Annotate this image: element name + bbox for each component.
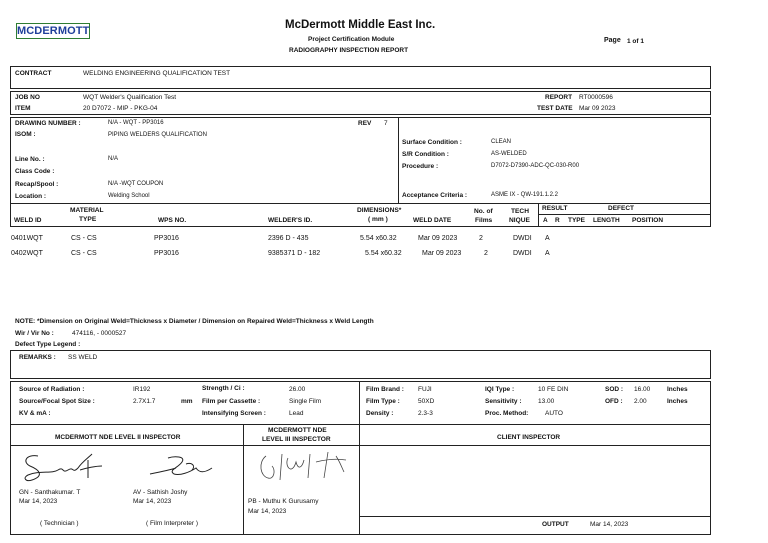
level3-signature <box>254 448 354 488</box>
spot-label: Source/Focal Spot Size : <box>19 398 95 405</box>
col-position: POSITION <box>632 217 664 224</box>
film-brand-label: Film Brand : <box>366 386 404 393</box>
row-dims: 5.54 x60.32 <box>365 250 402 257</box>
film-cassette-label: Film per Cassette : <box>202 398 261 405</box>
page-value: 1 of 1 <box>627 38 644 45</box>
recap-label: Recap/Spool : <box>15 181 59 188</box>
film-type-label: Film Type : <box>366 398 400 405</box>
density-label: Density : <box>366 410 394 417</box>
contract-label: CONTRACT <box>15 70 52 77</box>
col-length: LENGTH <box>593 217 620 224</box>
col-wps: WPS NO. <box>158 217 187 224</box>
col-result: RESULT <box>542 205 568 212</box>
density-value: 2.3-3 <box>418 410 433 417</box>
iqi-value: 10 FE DIN <box>538 386 569 393</box>
job-no-value: WQT Welder's Qualification Test <box>83 94 176 101</box>
wir-label: Wir / Vir No : <box>15 330 54 337</box>
rev-value: 7 <box>384 120 388 127</box>
procedure-value: D7072-D7390-ADC-QC-030-R00 <box>491 163 580 169</box>
technician-date: Mar 14, 2023 <box>19 498 58 505</box>
film-type-value: 50XD <box>418 398 435 405</box>
interpreter-role: ( Film Interpreter ) <box>146 520 199 527</box>
isom-value: PIPING WELDERS QUALIFICATION <box>108 132 207 138</box>
col-films-1: No. of <box>474 208 493 215</box>
row-dims: 5.54 x60.32 <box>360 235 397 242</box>
row-wps: PP3016 <box>154 250 179 257</box>
row-technique: DWDI <box>513 235 532 242</box>
row-material: CS - CS <box>71 235 97 242</box>
line-no-value: N/A <box>108 156 119 162</box>
sensitivity-value: 13.00 <box>538 398 555 405</box>
col-weld-date: WELD DATE <box>413 217 452 224</box>
col-tech-2: NIQUE <box>509 217 530 224</box>
row-weld-id: 0401WQT <box>11 235 43 242</box>
dimension-note: NOTE: *Dimension on Original Weld=Thickness x Diameter / Dimension on Repaired Weld=Thickness x Weld Length <box>15 318 374 325</box>
film-brand-value: FUJI <box>418 386 432 393</box>
test-date-label: TEST DATE <box>537 105 573 112</box>
row-result: A <box>545 250 550 257</box>
kv-label: KV & mA : <box>19 410 51 417</box>
ofd-value: 2.00 <box>634 398 647 405</box>
remarks-box <box>10 350 711 379</box>
spot-value: 2.7X1.7 <box>133 398 156 405</box>
page-label: Page <box>604 37 621 44</box>
technician-name: GN - Santhakumar. T <box>19 489 81 496</box>
screen-value: Lead <box>289 410 304 417</box>
report-title: RADIOGRAPHY INSPECTION REPORT <box>289 47 409 54</box>
sr-label: S/R Condition : <box>402 151 449 158</box>
row-material: CS - CS <box>71 250 97 257</box>
item-label: ITEM <box>15 105 31 112</box>
interpreter-name: AV - Sathish Joshy <box>133 489 188 496</box>
sr-value: AS-WELDED <box>491 151 527 157</box>
level3-header-2: LEVEL III INSPECTOR <box>262 436 331 443</box>
ofd-unit: Inches <box>667 398 688 405</box>
interpreter-signature <box>146 452 216 482</box>
sod-label: SOD : <box>605 386 624 393</box>
line-no-label: Line No. : <box>15 156 45 163</box>
client-header: CLIENT INSPECTOR <box>497 434 561 441</box>
row-result: A <box>545 235 550 242</box>
col-material-1: MATERIAL <box>70 207 104 214</box>
row-welder: 2396 D - 435 <box>268 235 309 242</box>
level3-name: PB - Muthu K Gurusamy <box>248 498 319 505</box>
spot-unit: mm <box>181 398 193 405</box>
class-code-label: Class Code : <box>15 168 55 175</box>
module-name: Project Certification Module <box>308 36 395 43</box>
film-cassette-value: Single Film <box>289 398 322 405</box>
level3-header-1: MCDERMOTT NDE <box>268 427 327 434</box>
col-a: A <box>543 217 548 224</box>
wir-value: 474116, - 0000527 <box>72 330 127 337</box>
proc-method-label: Proc. Method: <box>485 410 529 417</box>
remarks-label: REMARKS : <box>19 354 56 361</box>
strength-label: Strength / Ci : <box>202 385 245 392</box>
row-films: 2 <box>484 250 488 257</box>
acceptance-value: ASME IX - QW-191.1.2.2 <box>491 192 558 198</box>
company-logo: MCDERMOTT <box>17 25 90 37</box>
level3-date: Mar 14, 2023 <box>248 508 287 515</box>
strength-value: 26.00 <box>289 386 306 393</box>
item-value: 20 D7072 - MIP - PKG-04 <box>83 105 158 112</box>
remarks-value: SS WELD <box>68 354 98 361</box>
col-material-2: TYPE <box>79 216 97 223</box>
isom-label: ISOM : <box>15 131 36 138</box>
drawing-number-label: DRAWING NUMBER : <box>15 120 81 127</box>
sod-unit: Inches <box>667 386 688 393</box>
contract-value: WELDING ENGINEERING QUALIFICATION TEST <box>83 70 231 77</box>
screen-label: Intensifying Screen : <box>202 410 266 417</box>
level2-header: MCDERMOTT NDE LEVEL II INSPECTOR <box>55 434 181 441</box>
report-label: REPORT <box>545 94 573 101</box>
col-type: TYPE <box>568 217 585 224</box>
drawing-number-value: N/A - WQT - PP3016 <box>108 120 164 126</box>
row-weld-date: Mar 09 2023 <box>422 250 462 257</box>
procedure-label: Procedure : <box>402 163 439 170</box>
row-weld-date: Mar 09 2023 <box>418 235 458 242</box>
location-label: Location : <box>15 193 47 200</box>
row-films: 2 <box>479 235 483 242</box>
col-defect: DEFECT <box>608 205 634 212</box>
location-value: Welding School <box>108 193 150 199</box>
technician-role: ( Technician ) <box>40 520 79 527</box>
technician-signature <box>18 448 108 486</box>
col-dim-1: DIMENSIONS* <box>357 207 402 214</box>
output-date: Mar 14, 2023 <box>590 521 629 528</box>
source-label: Source of Radiation : <box>19 386 85 393</box>
ofd-label: OFD : <box>605 398 623 405</box>
proc-method-value: AUTO <box>545 410 563 417</box>
defect-legend-label: Defect Type Legend : <box>15 341 81 348</box>
acceptance-label: Acceptance Criteria : <box>402 192 468 199</box>
sod-value: 16.00 <box>634 386 651 393</box>
row-welder: 9385371 D - 182 <box>268 250 321 257</box>
interpreter-date: Mar 14, 2023 <box>133 498 172 505</box>
col-tech-1: TECH <box>511 208 529 215</box>
col-dim-2: ( mm ) <box>368 216 388 223</box>
test-date-value: Mar 09 2023 <box>579 105 616 112</box>
sensitivity-label: Sensitivity : <box>485 398 522 405</box>
iqi-label: IQI Type : <box>485 386 515 393</box>
report-value: RT0000596 <box>579 94 613 101</box>
col-films-2: Films <box>475 217 493 224</box>
source-value: IR192 <box>133 386 151 393</box>
job-no-label: JOB NO <box>15 94 40 101</box>
company-name: McDermott Middle East Inc. <box>285 19 436 31</box>
recap-value: N/A -WQT COUPON <box>108 181 164 187</box>
rev-label: REV <box>358 120 372 127</box>
col-r: R <box>555 217 560 224</box>
surface-label: Surface Condition : <box>402 139 462 146</box>
row-wps: PP3016 <box>154 235 179 242</box>
col-welder: WELDER'S ID. <box>268 217 313 224</box>
output-label: OUTPUT <box>542 521 569 528</box>
surface-value: CLEAN <box>491 139 512 145</box>
row-weld-id: 0402WQT <box>11 250 43 257</box>
col-weld-id: WELD ID <box>14 217 42 224</box>
row-technique: DWDI <box>513 250 532 257</box>
